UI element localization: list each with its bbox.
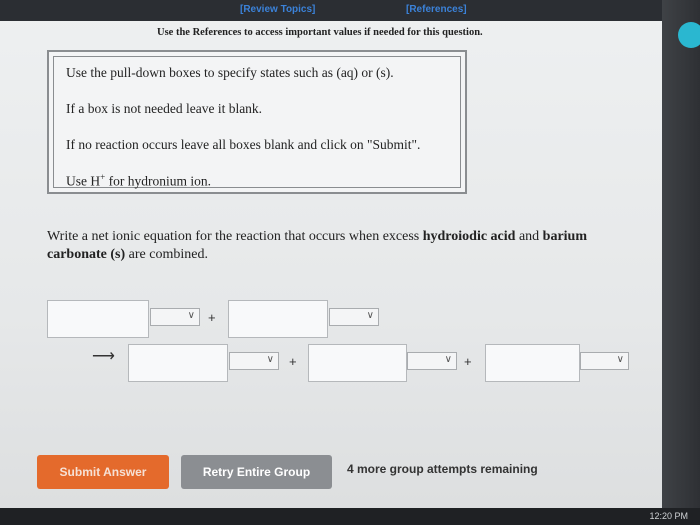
instructions-box [47,50,467,194]
reactant-2-state-dropdown[interactable] [329,308,379,326]
product-3-input[interactable] [485,344,580,382]
reactant-2: barium carbonate (s) [47,229,587,262]
window-edge [662,0,700,525]
instruction-blank: If a box is not needed leave it blank. [66,101,263,116]
question-text: Write a net ionic equation for the reaction that occurs when excess hydroiodic acid and barium carbonate (s) are combined. [47,229,587,262]
chevron-down-icon: ∨ [444,354,452,365]
retry-entire-group-button[interactable]: Retry Entire Group [181,455,332,489]
taskbar [0,508,700,525]
app-icon[interactable] [678,22,700,48]
chevron-down-icon: ∨ [366,310,374,321]
clock: 12:20 PM [649,511,688,521]
instruction-no-reaction: If no reaction occurs leave all boxes blank and click on "Submit". [66,137,421,152]
chevron-down-icon: ∨ [266,354,274,365]
top-bar [0,0,662,21]
instruction-states: Use the pull-down boxes to specify states such as (aq) or (s). [66,65,394,80]
plus-sign: + [464,354,472,369]
attempts-remaining: 4 more group attempts remaining [347,462,538,476]
references-link[interactable]: [References] [406,4,467,15]
product-2-input[interactable] [308,344,407,382]
chevron-down-icon: ∨ [616,354,624,365]
references-note: Use the References to access important values if needed for this question. [157,27,483,38]
plus-sign: + [289,354,297,369]
reactant-1-state-dropdown[interactable] [150,308,200,326]
submit-answer-button[interactable]: Submit Answer [37,455,169,489]
reactant-2-input[interactable] [228,300,328,338]
product-2-state-dropdown[interactable] [407,352,457,370]
review-topics-link[interactable]: [Review Topics] [240,4,316,15]
product-1-state-dropdown[interactable] [229,352,279,370]
instruction-hydronium: Use H+ for hydronium ion. [66,172,211,189]
plus-sign: + [208,310,216,325]
reaction-arrow: ⟶ [92,348,115,365]
reactant-1-input[interactable] [47,300,149,338]
product-3-state-dropdown[interactable] [580,352,629,370]
reactant-1: hydroiodic acid [422,229,516,244]
chevron-down-icon: ∨ [187,310,195,321]
product-1-input[interactable] [128,344,228,382]
